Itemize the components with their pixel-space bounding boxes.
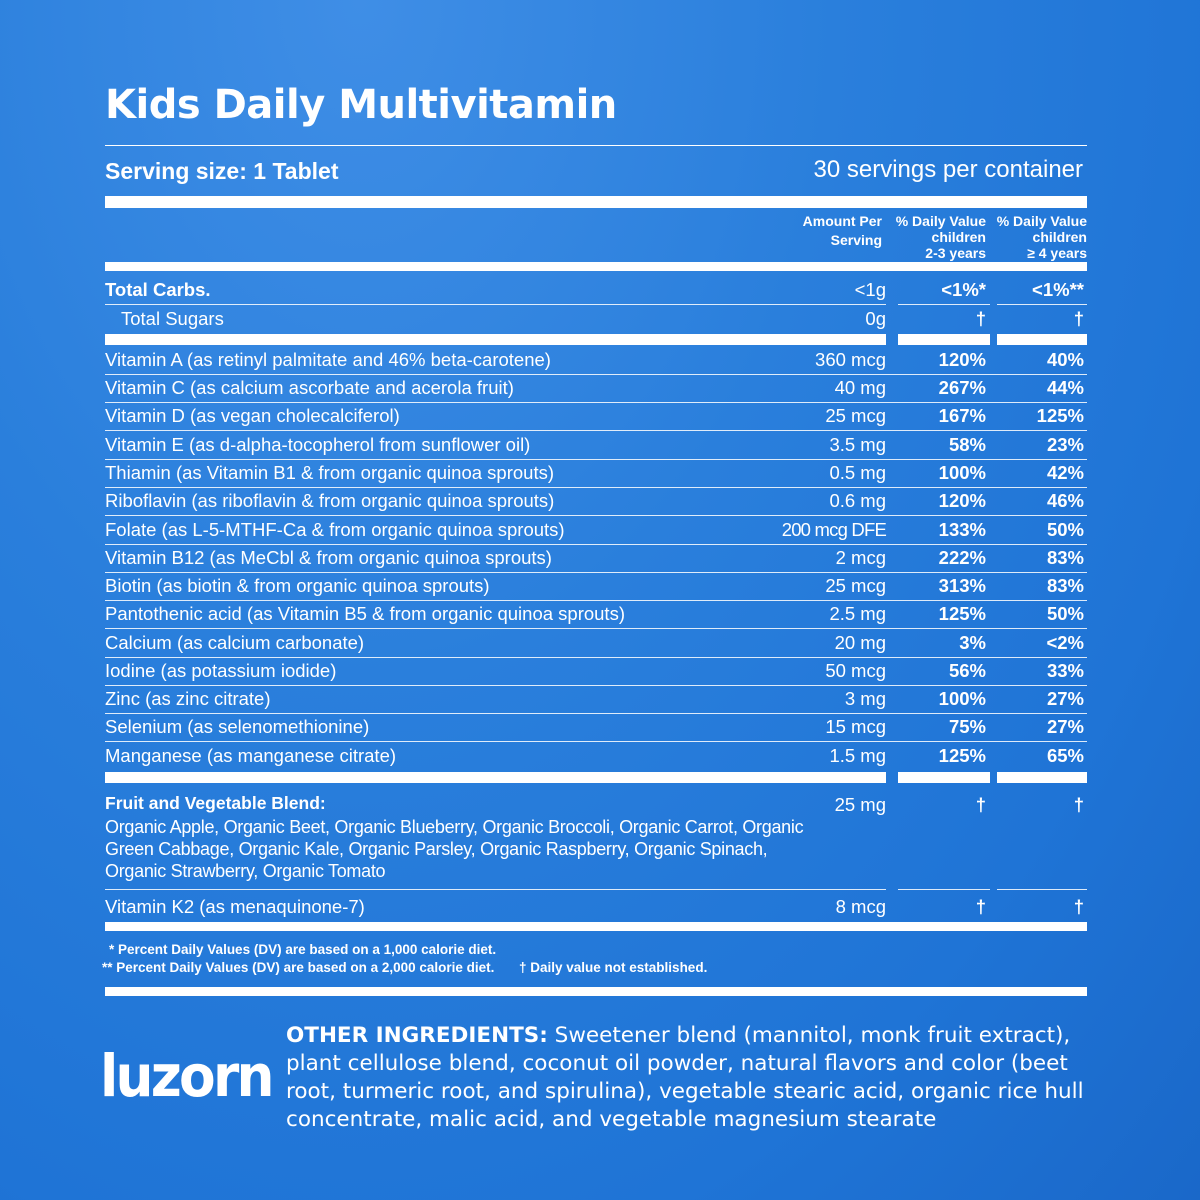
nutrient-row-total-sugars — [105, 308, 1087, 334]
nutrient-row — [105, 660, 1087, 686]
nutrient-dv-2-3: 56% — [948, 660, 986, 681]
nutrient-dv-4: 44% — [1046, 377, 1084, 398]
nutrient-dv-2-3: 120% — [938, 490, 986, 511]
nutrient-row — [105, 519, 1087, 545]
nutrient-row — [105, 688, 1087, 714]
nutrient-row — [105, 349, 1087, 375]
blend-title: Fruit and Vegetable Blend: — [105, 793, 326, 813]
footnote-dagger: † Daily value not established. — [519, 960, 708, 975]
row-divider — [105, 304, 886, 305]
nutrient-row — [105, 377, 1087, 403]
dv-2-3-years-column-header: % Daily Value children 2-3 years — [895, 213, 986, 261]
footnote-divider-thick — [105, 987, 1087, 996]
section-divider-thick — [997, 334, 1087, 345]
row-divider — [105, 741, 1087, 742]
nutrient-name: Vitamin A (as retinyl palmitate and 46% beta-carotene) — [105, 349, 551, 370]
row-divider — [898, 304, 990, 305]
header-divider-thick — [105, 262, 1087, 271]
nutrient-dv-4: 42% — [1046, 462, 1084, 483]
row-divider — [105, 657, 1087, 658]
nutrient-name: Vitamin B12 (as MeCbl & from organic quinoa sprouts) — [105, 547, 552, 568]
nutrient-amount: 50 mcg — [825, 660, 886, 681]
nutrient-name: Calcium (as calcium carbonate) — [105, 632, 365, 653]
nutrient-row — [105, 462, 1087, 488]
blend-dv-4: † — [1073, 794, 1084, 815]
nutrient-amount: 8 mcg — [835, 896, 886, 917]
row-divider — [997, 304, 1087, 305]
nutrient-row — [105, 547, 1087, 573]
nutrient-dv-2-3: 75% — [948, 716, 986, 737]
nutrient-dv-4: 27% — [1046, 716, 1084, 737]
nutrient-dv-2-3: 313% — [938, 575, 986, 596]
nutrient-name: Pantothenic acid (as Vitamin B5 & from organic quinoa sprouts) — [105, 603, 625, 624]
nutrient-dv-2-3: † — [975, 308, 986, 329]
nutrient-name: Total Carbs. — [105, 279, 211, 300]
nutrient-dv-4: 33% — [1046, 660, 1084, 681]
nutrient-amount: <1g — [854, 279, 886, 300]
nutrient-amount: 2.5 mg — [829, 603, 886, 624]
nutrient-amount: 40 mg — [834, 377, 886, 398]
nutrient-dv-2-3: 100% — [938, 688, 986, 709]
row-divider — [105, 572, 1087, 573]
row-divider — [105, 685, 1087, 686]
nutrient-dv-2-3: 222% — [938, 547, 986, 568]
nutrient-row — [105, 405, 1087, 431]
nutrient-dv-4: 40% — [1046, 349, 1084, 370]
other-ingredients-text: Sweetener blend (mannitol, monk fruit extract), plant cellulose blend, coconut oil powder, natural flavors and color (beet root, turmeric root, and spirulina), vegetable stearic acid, organic rice hull concentrate, malic acid, and vegetable magnesium stearate — [286, 1023, 1084, 1132]
row-divider — [105, 600, 1087, 601]
nutrient-dv-2-3: 120% — [938, 349, 986, 370]
blend-dv-2-3: † — [975, 794, 986, 815]
nutrient-amount: 0g — [865, 308, 886, 329]
nutrient-amount: 360 mcg — [815, 349, 886, 370]
nutrient-row — [105, 716, 1087, 742]
nutrient-row — [105, 490, 1087, 516]
title-divider — [105, 145, 1087, 146]
nutrient-dv-4: 23% — [1046, 434, 1084, 455]
section-divider-thick — [105, 772, 886, 783]
nutrient-dv-2-3: 58% — [948, 434, 986, 455]
nutrient-dv-4: 125% — [1036, 405, 1084, 426]
dv-4-years-column-header: % Daily Value children ≥ 4 years — [996, 213, 1087, 261]
nutrient-amount: 15 mcg — [825, 716, 886, 737]
brand-logo: luzorn — [100, 1042, 272, 1110]
row-divider — [997, 889, 1087, 890]
servings-per-container: 30 servings per container — [813, 156, 1083, 183]
serving-divider-thick — [105, 196, 1087, 208]
nutrient-name: Zinc (as zinc citrate) — [105, 688, 271, 709]
row-divider — [105, 459, 1087, 460]
nutrient-dv-4: † — [1073, 896, 1084, 917]
row-divider — [105, 544, 1087, 545]
amount-column-header: Amount Per Serving — [802, 213, 882, 248]
nutrient-row — [105, 632, 1087, 658]
nutrient-name: Thiamin (as Vitamin B1 & from organic quinoa sprouts) — [105, 462, 554, 483]
nutrient-name: Total Sugars — [121, 308, 224, 329]
row-divider — [105, 628, 1087, 629]
nutrient-name: Iodine (as potassium iodide) — [105, 660, 337, 681]
nutrient-dv-4: <1%** — [1032, 279, 1084, 300]
row-divider — [105, 374, 1087, 375]
nutrient-dv-4: 50% — [1046, 519, 1084, 540]
nutrient-dv-4: 83% — [1046, 547, 1084, 568]
nutrient-dv-2-3: 125% — [938, 745, 986, 766]
nutrient-amount: 25 mcg — [825, 575, 886, 596]
nutrient-amount: 3.5 mg — [829, 434, 886, 455]
row-divider — [105, 713, 1087, 714]
nutrient-dv-4: 46% — [1046, 490, 1084, 511]
row-divider — [105, 402, 1087, 403]
nutrient-row-vitamin-k2 — [105, 896, 1087, 922]
row-divider — [105, 515, 1087, 516]
nutrient-dv-2-3: 100% — [938, 462, 986, 483]
nutrient-dv-4: 65% — [1046, 745, 1084, 766]
nutrient-name: Manganese (as manganese citrate) — [105, 745, 397, 766]
nutrient-amount: 2 mcg — [835, 547, 886, 568]
nutrient-dv-4: † — [1073, 308, 1084, 329]
section-divider-thick — [997, 772, 1087, 783]
nutrient-row-total-carbs — [105, 279, 1087, 305]
nutrient-dv-2-3: 3% — [959, 632, 986, 653]
blend-amount: 25 mg — [834, 794, 886, 815]
section-divider-thick — [105, 334, 886, 345]
nutrient-amount: 0.6 mg — [829, 490, 886, 511]
section-divider-thick — [898, 334, 990, 345]
nutrient-amount: 3 mg — [844, 688, 886, 709]
nutrient-row — [105, 603, 1087, 629]
nutrient-dv-4: 83% — [1046, 575, 1084, 596]
nutrient-amount: 200 mcg DFE — [781, 519, 886, 540]
nutrient-name: Vitamin C (as calcium ascorbate and acerola fruit) — [105, 377, 514, 398]
footnote-2000-calorie: ** Percent Daily Values (DV) are based on a 2,000 calorie diet. — [102, 960, 495, 975]
nutrient-amount: 20 mg — [834, 632, 886, 653]
nutrient-name: Vitamin K2 (as menaquinone-7) — [105, 896, 365, 917]
nutrient-name: Folate (as L-5-MTHF-Ca & from organic quinoa sprouts) — [105, 519, 565, 540]
nutrient-name: Biotin (as biotin & from organic quinoa sprouts) — [105, 575, 490, 596]
nutrient-dv-4: 27% — [1046, 688, 1084, 709]
other-ingredients — [286, 1022, 1106, 1134]
nutrient-dv-4: 50% — [1046, 603, 1084, 624]
serving-size: Serving size: 1 Tablet — [105, 158, 339, 184]
nutrient-dv-2-3: <1%* — [941, 279, 986, 300]
nutrient-dv-4: <2% — [1046, 632, 1084, 653]
blend-ingredients: Organic Apple, Organic Beet, Organic Blueberry, Organic Broccoli, Organic Carrot, Organic Green Cabbage, Organic Kale, Organic Parsley, Organic Raspberry, Organic Spinach, Organic Strawberry, Organic Tomato — [105, 817, 804, 881]
product-title: Kids Daily Multivitamin — [105, 82, 617, 128]
table-divider-thick — [105, 922, 1087, 931]
row-divider — [105, 430, 1087, 431]
nutrient-amount: 25 mcg — [825, 405, 886, 426]
nutrient-dv-2-3: † — [975, 896, 986, 917]
section-divider-thick — [898, 772, 990, 783]
nutrient-dv-2-3: 167% — [938, 405, 986, 426]
nutrient-dv-2-3: 267% — [938, 377, 986, 398]
nutrient-name: Selenium (as selenomethionine) — [105, 716, 370, 737]
other-ingredients-label: OTHER INGREDIENTS: — [286, 1023, 548, 1048]
nutrient-row — [105, 575, 1087, 601]
row-divider — [105, 487, 1087, 488]
nutrient-row — [105, 434, 1087, 460]
nutrient-row — [105, 745, 1087, 771]
footnote-1000-calorie: * Percent Daily Values (DV) are based on a 1,000 calorie diet. — [109, 942, 497, 957]
nutrient-name: Riboflavin (as riboflavin & from organic quinoa sprouts) — [105, 490, 555, 511]
row-divider — [105, 889, 886, 890]
nutrient-amount: 1.5 mg — [829, 745, 886, 766]
nutrient-amount: 0.5 mg — [829, 462, 886, 483]
row-divider — [898, 889, 990, 890]
nutrient-name: Vitamin D (as vegan cholecalciferol) — [105, 405, 400, 426]
nutrient-dv-2-3: 125% — [938, 603, 986, 624]
nutrient-dv-2-3: 133% — [938, 519, 986, 540]
nutrient-name: Vitamin E (as d-alpha-tocopherol from sunflower oil) — [105, 434, 531, 455]
